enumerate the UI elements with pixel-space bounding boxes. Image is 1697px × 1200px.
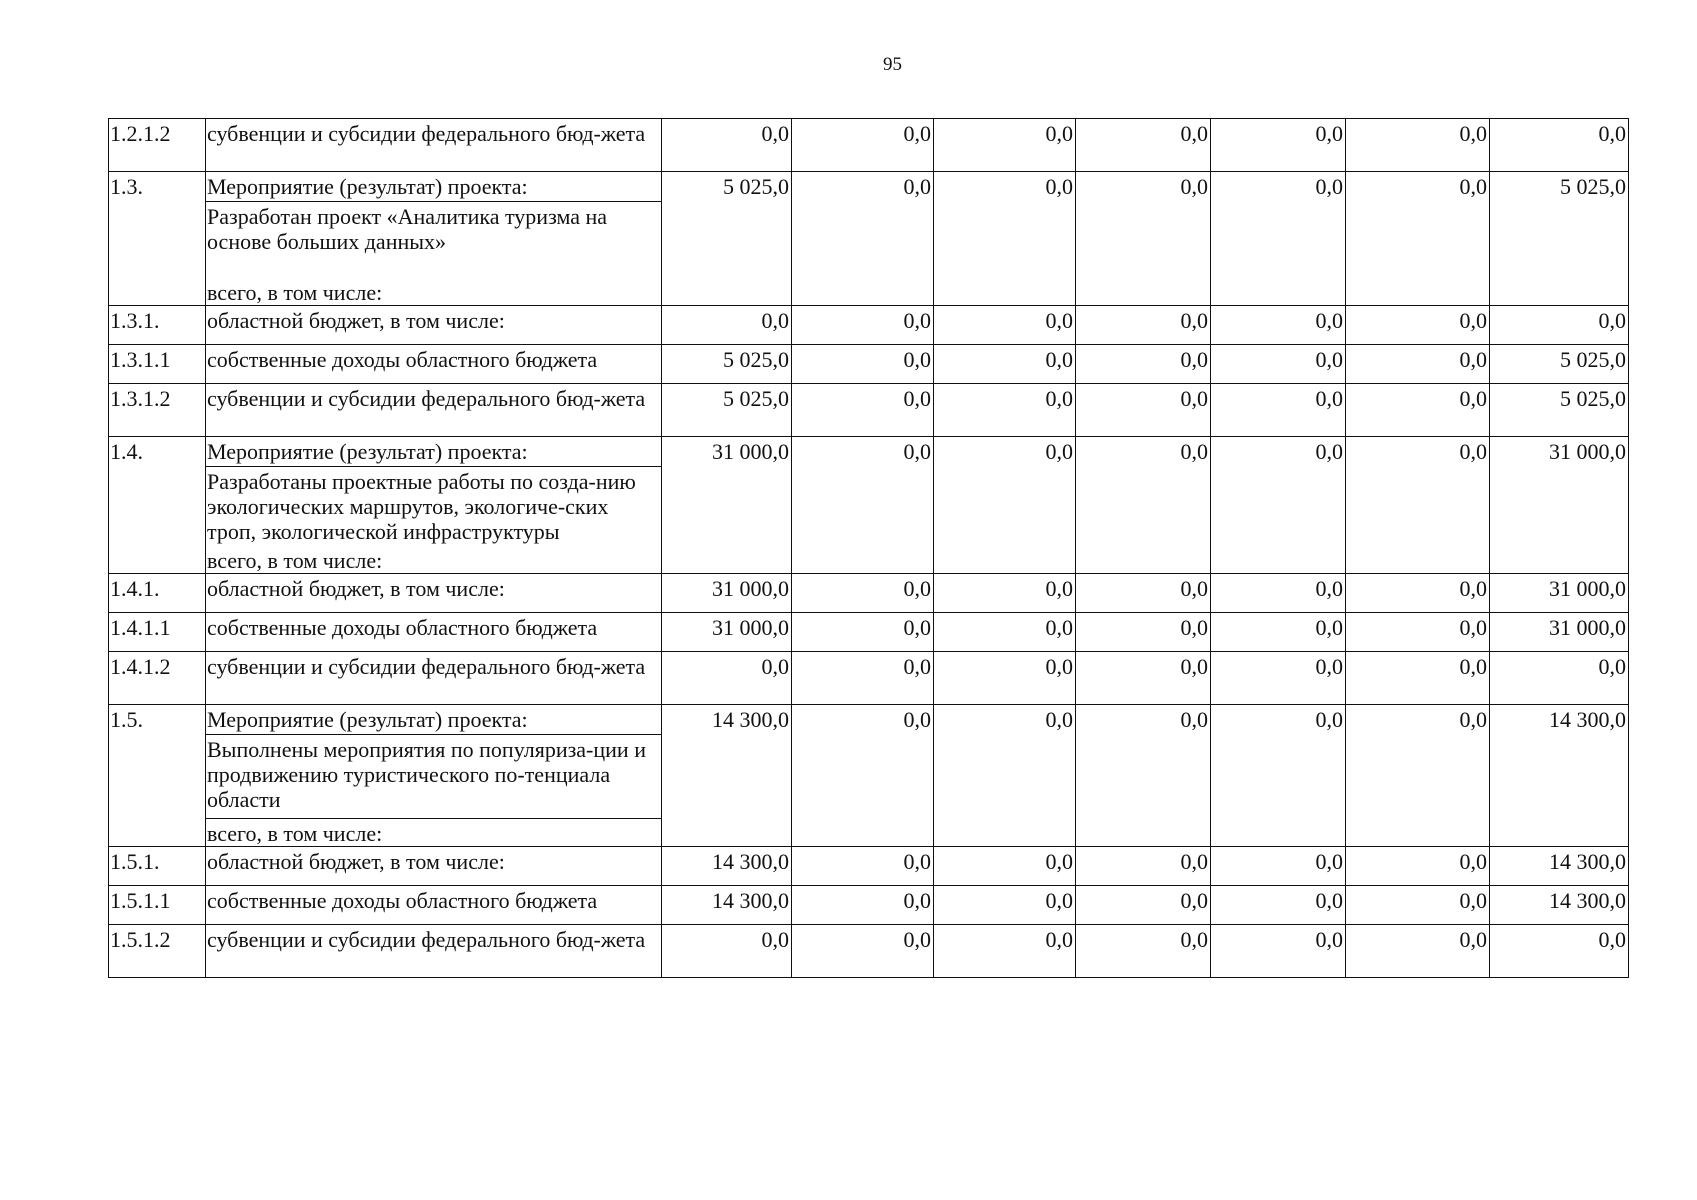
value-cell: 0,0 bbox=[1076, 847, 1211, 886]
value-cell: 31 000,0 bbox=[662, 437, 792, 574]
value-cell: 14 300,0 bbox=[662, 705, 792, 847]
table-row bbox=[109, 345, 1629, 384]
value-cell: 0,0 bbox=[792, 306, 934, 345]
value-cell: 0,0 bbox=[792, 437, 934, 574]
value-cell: 0,0 bbox=[934, 345, 1076, 384]
value-cell: 5 025,0 bbox=[1490, 345, 1629, 384]
value-cell: 14 300,0 bbox=[662, 847, 792, 886]
value-cell: 0,0 bbox=[1346, 613, 1490, 652]
row-description: субвенции и субсидии федерального бюд-жета bbox=[206, 384, 662, 437]
table-row bbox=[109, 119, 1629, 172]
value-cell: 0,0 bbox=[934, 172, 1076, 306]
value-cell: 0,0 bbox=[662, 306, 792, 345]
value-cell: 14 300,0 bbox=[1490, 705, 1629, 847]
section-title: Разработан проект «Аналитика туризма на основе больших данных» bbox=[206, 201, 661, 254]
value-cell: 0,0 bbox=[1076, 574, 1211, 613]
value-cell: 5 025,0 bbox=[1490, 172, 1629, 306]
value-cell: 0,0 bbox=[792, 886, 934, 925]
value-cell: 0,0 bbox=[934, 384, 1076, 437]
value-cell: 0,0 bbox=[1346, 925, 1490, 978]
table-row bbox=[109, 705, 1629, 847]
value-cell: 0,0 bbox=[792, 172, 934, 306]
row-code: 1.3.1.1 bbox=[109, 345, 206, 384]
value-cell: 0,0 bbox=[934, 705, 1076, 847]
table-row bbox=[109, 847, 1629, 886]
value-cell: 0,0 bbox=[1346, 705, 1490, 847]
row-description bbox=[206, 705, 662, 847]
table-row bbox=[109, 925, 1629, 978]
value-cell: 5 025,0 bbox=[662, 384, 792, 437]
value-cell: 5 025,0 bbox=[662, 345, 792, 384]
value-cell: 0,0 bbox=[1211, 119, 1346, 172]
value-cell: 0,0 bbox=[1076, 886, 1211, 925]
row-code: 1.3. bbox=[109, 172, 206, 306]
section-total-label: всего, в том числе: bbox=[207, 548, 383, 573]
row-code: 1.4.1. bbox=[109, 574, 206, 613]
value-cell: 14 300,0 bbox=[662, 886, 792, 925]
table-body bbox=[109, 119, 1629, 978]
value-cell: 0,0 bbox=[1211, 384, 1346, 437]
value-cell: 0,0 bbox=[1346, 652, 1490, 705]
row-code: 1.4.1.1 bbox=[109, 613, 206, 652]
value-cell: 0,0 bbox=[1211, 437, 1346, 574]
value-cell: 0,0 bbox=[1346, 886, 1490, 925]
value-cell: 0,0 bbox=[662, 119, 792, 172]
budget-table bbox=[108, 118, 1629, 978]
value-cell: 5 025,0 bbox=[1490, 384, 1629, 437]
value-cell: 0,0 bbox=[934, 119, 1076, 172]
value-cell: 0,0 bbox=[1211, 306, 1346, 345]
value-cell: 0,0 bbox=[792, 652, 934, 705]
value-cell: 0,0 bbox=[1211, 886, 1346, 925]
value-cell: 0,0 bbox=[1076, 925, 1211, 978]
section-total-label: всего, в том числе: bbox=[207, 280, 383, 305]
row-description: субвенции и субсидии федерального бюд-жета bbox=[206, 652, 662, 705]
row-description: областной бюджет, в том числе: bbox=[206, 574, 662, 613]
value-cell: 31 000,0 bbox=[662, 574, 792, 613]
row-code: 1.5.1.1 bbox=[109, 886, 206, 925]
value-cell: 31 000,0 bbox=[1490, 437, 1629, 574]
row-code: 1.5.1.2 bbox=[109, 925, 206, 978]
value-cell: 0,0 bbox=[792, 574, 934, 613]
section-title: Выполнены мероприятия по популяриза-ции и продвижению туристического по-тенциала области bbox=[206, 734, 661, 812]
value-cell: 0,0 bbox=[1346, 345, 1490, 384]
value-cell: 0,0 bbox=[792, 925, 934, 978]
value-cell: 0,0 bbox=[1211, 574, 1346, 613]
row-description: собственные доходы областного бюджета bbox=[206, 345, 662, 384]
table-row bbox=[109, 172, 1629, 306]
value-cell: 0,0 bbox=[1346, 172, 1490, 306]
value-cell: 0,0 bbox=[1490, 119, 1629, 172]
value-cell: 0,0 bbox=[1346, 437, 1490, 574]
table-row bbox=[109, 886, 1629, 925]
value-cell: 0,0 bbox=[792, 345, 934, 384]
section-heading: Мероприятие (результат) проекта: bbox=[207, 174, 528, 199]
table-row bbox=[109, 613, 1629, 652]
value-cell: 0,0 bbox=[1211, 925, 1346, 978]
value-cell: 31 000,0 bbox=[1490, 613, 1629, 652]
value-cell: 0,0 bbox=[1346, 847, 1490, 886]
value-cell: 0,0 bbox=[1211, 705, 1346, 847]
value-cell: 0,0 bbox=[1490, 925, 1629, 978]
row-description: областной бюджет, в том числе: bbox=[206, 306, 662, 345]
value-cell: 0,0 bbox=[934, 652, 1076, 705]
row-description: субвенции и субсидии федерального бюд-жета bbox=[206, 925, 662, 978]
section-heading: Мероприятие (результат) проекта: bbox=[207, 707, 528, 732]
section-heading: Мероприятие (результат) проекта: bbox=[207, 439, 528, 464]
value-cell: 31 000,0 bbox=[1490, 574, 1629, 613]
value-cell: 0,0 bbox=[1490, 306, 1629, 345]
value-cell: 0,0 bbox=[1076, 345, 1211, 384]
row-description: областной бюджет, в том числе: bbox=[206, 847, 662, 886]
value-cell: 0,0 bbox=[792, 705, 934, 847]
value-cell: 0,0 bbox=[1076, 119, 1211, 172]
table-row bbox=[109, 306, 1629, 345]
value-cell: 0,0 bbox=[1346, 119, 1490, 172]
value-cell: 0,0 bbox=[1076, 652, 1211, 705]
value-cell: 5 025,0 bbox=[662, 172, 792, 306]
section-title: Разработаны проектные работы по созда-нию экологических маршрутов, экологиче-ских троп, экологической инфраструктуры bbox=[206, 466, 661, 544]
row-code: 1.3.1. bbox=[109, 306, 206, 345]
row-code: 1.5. bbox=[109, 705, 206, 847]
value-cell: 0,0 bbox=[792, 613, 934, 652]
value-cell: 0,0 bbox=[1346, 574, 1490, 613]
value-cell: 0,0 bbox=[662, 652, 792, 705]
value-cell: 0,0 bbox=[934, 847, 1076, 886]
value-cell: 14 300,0 bbox=[1490, 886, 1629, 925]
value-cell: 0,0 bbox=[1076, 306, 1211, 345]
value-cell: 0,0 bbox=[1211, 847, 1346, 886]
table-row bbox=[109, 652, 1629, 705]
row-code: 1.5.1. bbox=[109, 847, 206, 886]
page-number: 95 bbox=[883, 54, 902, 75]
value-cell: 0,0 bbox=[934, 613, 1076, 652]
row-description: субвенции и субсидии федерального бюд-жета bbox=[206, 119, 662, 172]
value-cell: 0,0 bbox=[1211, 345, 1346, 384]
row-code: 1.3.1.2 bbox=[109, 384, 206, 437]
table-row bbox=[109, 437, 1629, 574]
value-cell: 0,0 bbox=[792, 384, 934, 437]
value-cell: 0,0 bbox=[792, 119, 934, 172]
row-code: 1.4. bbox=[109, 437, 206, 574]
row-code: 1.4.1.2 bbox=[109, 652, 206, 705]
value-cell: 0,0 bbox=[934, 886, 1076, 925]
value-cell: 0,0 bbox=[934, 306, 1076, 345]
value-cell: 0,0 bbox=[1211, 652, 1346, 705]
row-description bbox=[206, 172, 662, 306]
value-cell: 0,0 bbox=[1211, 613, 1346, 652]
value-cell: 0,0 bbox=[934, 925, 1076, 978]
value-cell: 0,0 bbox=[1076, 384, 1211, 437]
value-cell: 14 300,0 bbox=[1490, 847, 1629, 886]
value-cell: 0,0 bbox=[1076, 705, 1211, 847]
value-cell: 0,0 bbox=[792, 847, 934, 886]
row-description bbox=[206, 437, 662, 574]
value-cell: 0,0 bbox=[1076, 613, 1211, 652]
table-row bbox=[109, 574, 1629, 613]
value-cell: 31 000,0 bbox=[662, 613, 792, 652]
row-code: 1.2.1.2 bbox=[109, 119, 206, 172]
value-cell: 0,0 bbox=[934, 437, 1076, 574]
value-cell: 0,0 bbox=[1076, 172, 1211, 306]
table-row bbox=[109, 384, 1629, 437]
section-total-label: всего, в том числе: bbox=[206, 818, 661, 846]
value-cell: 0,0 bbox=[1211, 172, 1346, 306]
row-description: собственные доходы областного бюджета bbox=[206, 613, 662, 652]
value-cell: 0,0 bbox=[662, 925, 792, 978]
value-cell: 0,0 bbox=[1076, 437, 1211, 574]
value-cell: 0,0 bbox=[1346, 384, 1490, 437]
value-cell: 0,0 bbox=[934, 574, 1076, 613]
row-description: собственные доходы областного бюджета bbox=[206, 886, 662, 925]
value-cell: 0,0 bbox=[1346, 306, 1490, 345]
value-cell: 0,0 bbox=[1490, 652, 1629, 705]
